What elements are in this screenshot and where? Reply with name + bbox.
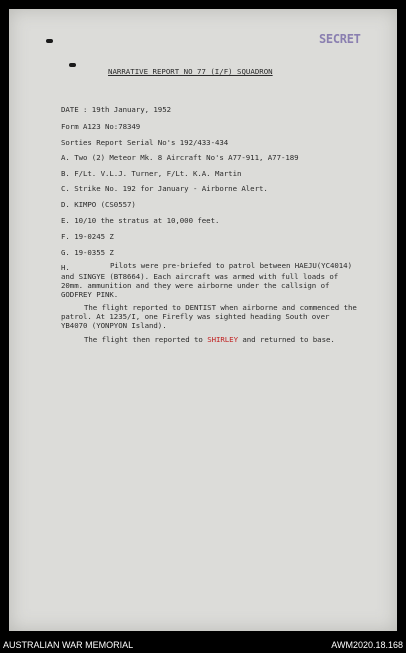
form-number: Form A123 No:78349 <box>61 122 141 131</box>
footer-catalogue-number: AWM2020.18.168 <box>331 640 403 650</box>
item-g: G. 19-0355 Z <box>61 248 114 257</box>
item-h-line-1: Pilots were pre-briefed to patrol between HAEJU(YC4014) <box>110 261 352 270</box>
paragraph-3 <box>84 335 335 344</box>
sorties-serial: Sorties Report Serial No's 192/433-434 <box>61 138 229 147</box>
secret-stamp: SECRET <box>319 32 361 46</box>
report-date: DATE : 19th January, 1952 <box>61 105 171 114</box>
item-h-line-3: 20mm. ammunition and they were airborne under the callsign of <box>61 281 330 290</box>
item-e: E. 10/10 the stratus at 10,000 feet. <box>61 216 220 225</box>
item-a: A. Two (2) Meteor Mk. 8 Aircraft No's A77-911, A77-189 <box>61 153 299 162</box>
item-f: F. 19-0245 Z <box>61 232 114 241</box>
paragraph-3-start: The flight then reported to <box>84 335 208 344</box>
report-title: NARRATIVE REPORT NO 77 (I/F) SQUADRON <box>108 67 273 76</box>
item-d: D. KIMPO (CS0557) <box>61 200 136 209</box>
item-h-line-2: and SINGYE (BT8664). Each aircraft was armed with full loads of <box>61 272 339 281</box>
paragraph-2-line-3: YB4070 (YONPYON Island). <box>61 321 167 330</box>
item-h-line-4: GODFREY PINK. <box>61 290 119 299</box>
shirley-callsign: SHIRLEY <box>207 335 238 344</box>
paragraph-2-line-1: The flight reported to DENTIST when airborne and commenced the <box>84 303 357 312</box>
paragraph-2-line-2: patrol. At 1235/I, one Firefly was sighted heading South over <box>61 312 330 321</box>
paragraph-3-end: and returned to base. <box>237 335 335 344</box>
item-c: C. Strike No. 192 for January - Airborne Alert. <box>61 184 268 193</box>
item-h-label: H. <box>61 263 70 272</box>
item-b: B. F/Lt. V.L.J. Turner, F/Lt. K.A. Martin <box>61 169 242 178</box>
punch-hole-mark <box>46 39 53 43</box>
footer-institution: AUSTRALIAN WAR MEMORIAL <box>3 640 134 650</box>
punch-hole-mark <box>69 63 76 67</box>
